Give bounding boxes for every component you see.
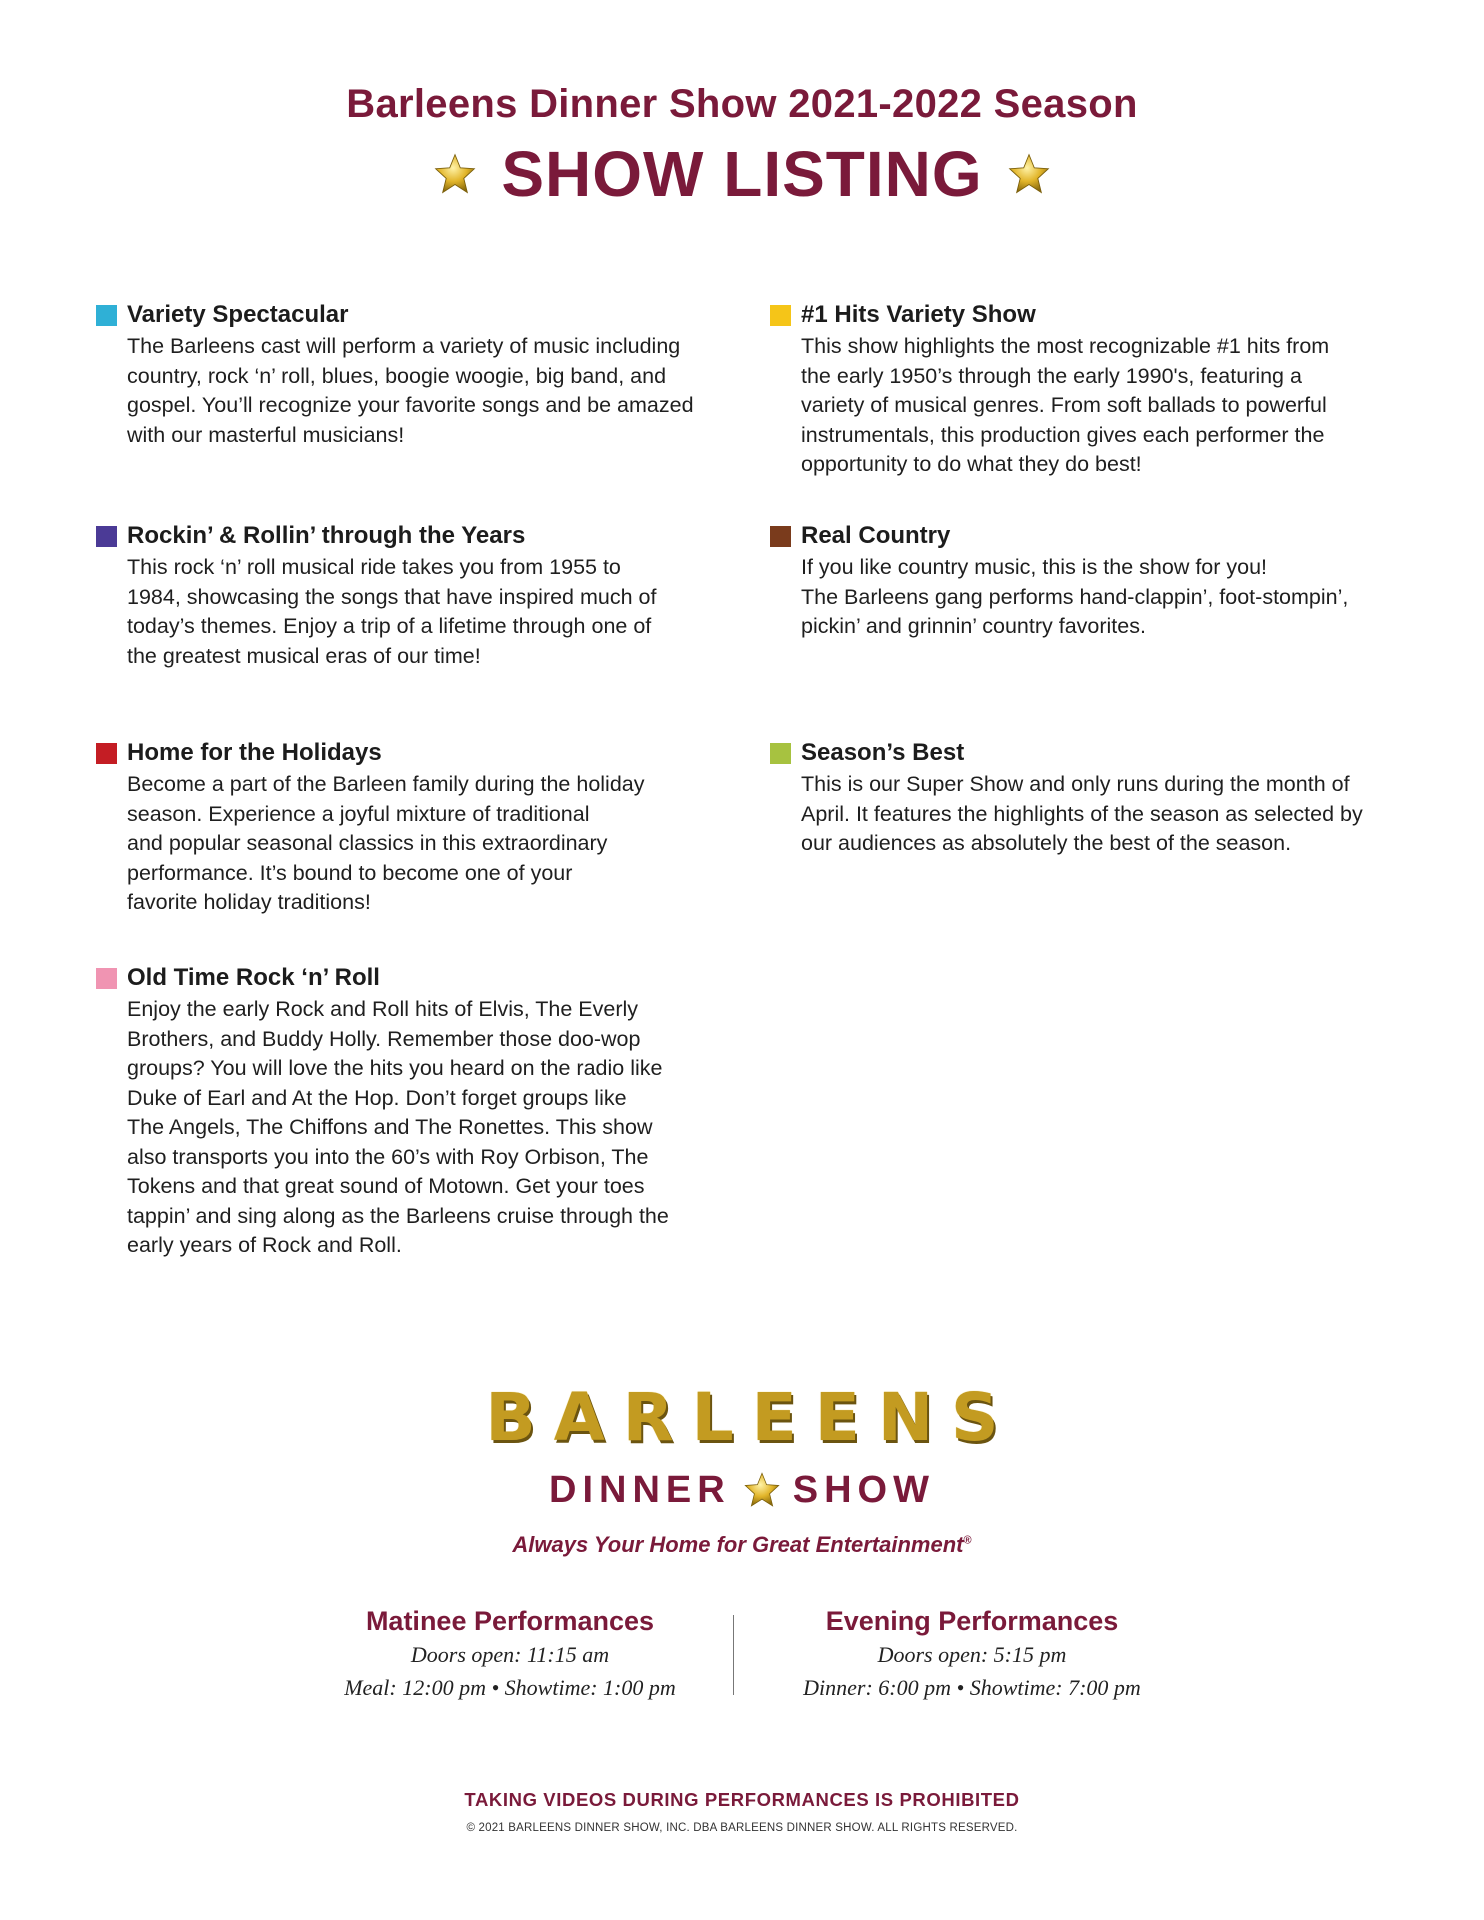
show-description: If you like country music, this is the show for you! The Barleens gang performs hand-clappin’, foot-stompin’, pickin’ and grinnin’ country favorites. xyxy=(801,555,1349,638)
color-swatch-icon xyxy=(96,743,117,764)
show-variety-spectacular xyxy=(96,300,696,450)
show-title: Variety Spectacular xyxy=(127,301,349,328)
gold-star-icon xyxy=(743,1471,781,1509)
evening-schedule: Dinner: 6:00 pm • Showtime: 7:00 pm xyxy=(803,1675,1141,1700)
show-seasons-best xyxy=(770,738,1370,859)
show-description: Become a part of the Barleen family during the holiday season. Experience a joyful mixture of traditional and popular seasonal classics in this extraordinary performance. It’s bound to become one of your favorite holiday traditions! xyxy=(127,772,645,914)
matinee-performances xyxy=(280,1604,740,1704)
show-description: This rock ‘n’ roll musical ride takes you from 1955 to 1984, showcasing the songs that have inspired much of today’s themes. Enjoy a trip of a lifetime through one of the greatest musical eras of our time! xyxy=(127,555,657,668)
matinee-doors: Doors open: 11:15 am xyxy=(410,1642,610,1667)
show-real-country xyxy=(770,521,1370,642)
show-description: This show highlights the most recognizable #1 hits from the early 1950’s through the early 1990's, featuring a variety of musical genres. From soft ballads to powerful instrumentals, this production gives each performer the opportunity to do what they do best! xyxy=(801,334,1330,476)
show-title: Home for the Holidays xyxy=(127,739,382,766)
color-swatch-icon xyxy=(96,305,117,326)
show-word: SHOW xyxy=(792,1469,935,1511)
show-title: Rockin’ & Rollin’ through the Years xyxy=(127,522,526,549)
evening-doors: Doors open: 5:15 pm xyxy=(877,1642,1067,1667)
show-title: Real Country xyxy=(801,522,951,549)
color-swatch-icon xyxy=(770,743,791,764)
show-title: Old Time Rock ‘n’ Roll xyxy=(127,964,380,991)
show-home-for-the-holidays xyxy=(96,738,696,918)
listing-title-row xyxy=(0,138,1484,210)
matinee-schedule: Meal: 12:00 pm • Showtime: 1:00 pm xyxy=(344,1675,676,1700)
tagline-text: Always Your Home for Great Entertainment xyxy=(512,1532,964,1557)
show-rockin-rollin xyxy=(96,521,696,671)
color-swatch-icon xyxy=(96,526,117,547)
color-swatch-icon xyxy=(770,305,791,326)
gold-star-icon xyxy=(1007,152,1051,196)
show-1-hits-variety xyxy=(770,300,1370,480)
gold-star-icon xyxy=(433,152,477,196)
season-title: Barleens Dinner Show 2021-2022 Season xyxy=(346,82,1138,126)
performance-divider xyxy=(733,1615,734,1695)
evening-performances xyxy=(742,1604,1202,1704)
show-description: Enjoy the early Rock and Roll hits of Elvis, The Everly Brothers, and Buddy Holly. Remember those doo-wop groups? You will love the hits you heard on the radio like Duke of Earl and At the Hop. Don’t forget groups like The Angels, The Chiffons and The Ronettes. This show also transports you into the 60’s with Roy Orbison, The Tokens and that great sound of Motown. Get your toes tappin’ and sing along as the Barleens cruise through the early years of Rock and Roll. xyxy=(127,997,669,1257)
registered-mark: ® xyxy=(963,1534,972,1547)
tagline xyxy=(0,1532,1484,1558)
show-title: #1 Hits Variety Show xyxy=(801,301,1036,328)
copyright-notice: © 2021 BARLEENS DINNER SHOW, INC. DBA BARLEENS DINNER SHOW. ALL RIGHTS RESERVED. xyxy=(466,1822,1018,1834)
color-swatch-icon xyxy=(770,526,791,547)
video-prohibited-notice: TAKING VIDEOS DURING PERFORMANCES IS PROHIBITED xyxy=(464,1789,1020,1810)
dinner-show-line xyxy=(0,1468,1484,1512)
show-description: This is our Super Show and only runs during the month of April. It features the highlights of the season as selected by our audiences as absolutely the best of the season. xyxy=(801,772,1363,855)
show-listing-title: SHOW LISTING xyxy=(501,138,983,210)
brand-wordmark: BARLEENS xyxy=(485,1379,1017,1456)
show-title: Season’s Best xyxy=(801,739,965,766)
matinee-title: Matinee Performances xyxy=(365,1606,655,1636)
dinner-word: DINNER xyxy=(549,1469,731,1511)
color-swatch-icon xyxy=(96,968,117,989)
page-header xyxy=(0,78,1484,210)
barleens-logo xyxy=(0,1380,1484,1558)
show-old-time-rock-n-roll xyxy=(96,963,696,1261)
evening-title: Evening Performances xyxy=(825,1606,1119,1636)
show-description: The Barleens cast will perform a variety of music including country, rock ‘n’ roll, blues, boogie woogie, big band, and gospel. You’ll recognize your favorite songs and be amazed with our masterful musicians! xyxy=(127,334,694,447)
